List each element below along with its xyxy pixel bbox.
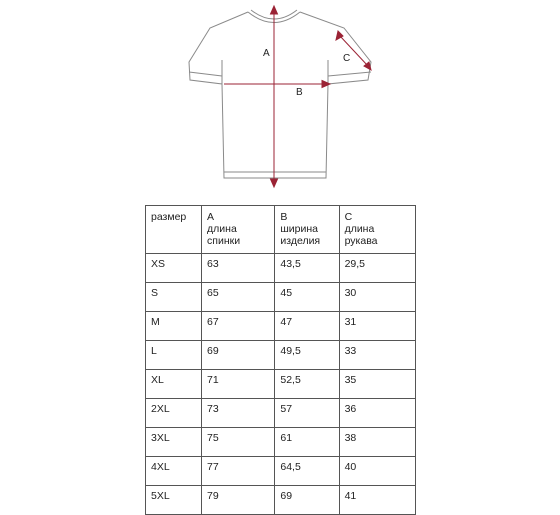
header-line: ширина bbox=[280, 223, 319, 235]
sleeve-cell: 35 bbox=[339, 370, 415, 399]
length-cell: 69 bbox=[202, 341, 275, 370]
length-cell: 75 bbox=[202, 428, 275, 457]
tshirt-outline bbox=[189, 10, 371, 178]
arrow-b-right bbox=[322, 81, 330, 88]
size-cell: XL bbox=[146, 370, 202, 399]
table-row bbox=[146, 283, 416, 312]
table-row bbox=[146, 341, 416, 370]
sleeve-cell: 29,5 bbox=[339, 254, 415, 283]
header-line: спинки bbox=[207, 235, 241, 247]
sleeve-cell: 41 bbox=[339, 486, 415, 515]
header-b bbox=[275, 206, 339, 254]
tshirt-diagram bbox=[0, 0, 560, 200]
size-cell: 2XL bbox=[146, 399, 202, 428]
width-cell: 57 bbox=[275, 399, 339, 428]
length-cell: 65 bbox=[202, 283, 275, 312]
table-row bbox=[146, 254, 416, 283]
header-line: размер bbox=[151, 211, 187, 223]
width-cell: 69 bbox=[275, 486, 339, 515]
header-line: C bbox=[344, 211, 353, 223]
size-cell: S bbox=[146, 283, 202, 312]
label-b: B bbox=[296, 87, 303, 98]
sleeve-cell: 36 bbox=[339, 399, 415, 428]
width-cell: 45 bbox=[275, 283, 339, 312]
header-row bbox=[146, 206, 416, 254]
length-cell: 79 bbox=[202, 486, 275, 515]
header-line: рукава bbox=[344, 235, 378, 247]
label-a: A bbox=[263, 48, 270, 59]
length-cell: 71 bbox=[202, 370, 275, 399]
table-row bbox=[146, 457, 416, 486]
width-cell: 61 bbox=[275, 428, 339, 457]
header-line: B bbox=[280, 211, 288, 223]
size-cell: M bbox=[146, 312, 202, 341]
arrow-a-top bbox=[271, 6, 278, 14]
table-row bbox=[146, 312, 416, 341]
table-row bbox=[146, 428, 416, 457]
sleeve-cell: 31 bbox=[339, 312, 415, 341]
size-cell: 3XL bbox=[146, 428, 202, 457]
arrow-a-bottom bbox=[271, 179, 278, 187]
width-cell: 49,5 bbox=[275, 341, 339, 370]
header-line: длина bbox=[207, 223, 237, 235]
table-row bbox=[146, 370, 416, 399]
size-table bbox=[145, 205, 416, 515]
size-table-header bbox=[146, 206, 416, 254]
header-size bbox=[146, 206, 202, 254]
length-cell: 67 bbox=[202, 312, 275, 341]
label-c: C bbox=[343, 53, 351, 64]
length-cell: 77 bbox=[202, 457, 275, 486]
header-c bbox=[339, 206, 415, 254]
size-cell: XS bbox=[146, 254, 202, 283]
width-cell: 43,5 bbox=[275, 254, 339, 283]
size-cell: 5XL bbox=[146, 486, 202, 515]
header-line: A bbox=[207, 211, 215, 223]
table-row bbox=[146, 486, 416, 515]
sleeve-cell: 38 bbox=[339, 428, 415, 457]
size-table-body bbox=[146, 254, 416, 515]
header-line: длина bbox=[344, 223, 375, 235]
length-cell: 63 bbox=[202, 254, 275, 283]
width-cell: 64,5 bbox=[275, 457, 339, 486]
sleeve-cell: 33 bbox=[339, 341, 415, 370]
table-row bbox=[146, 399, 416, 428]
sleeve-cell: 40 bbox=[339, 457, 415, 486]
width-cell: 52,5 bbox=[275, 370, 339, 399]
width-cell: 47 bbox=[275, 312, 339, 341]
header-line: изделия bbox=[280, 235, 321, 247]
length-cell: 73 bbox=[202, 399, 275, 428]
size-cell: L bbox=[146, 341, 202, 370]
size-cell: 4XL bbox=[146, 457, 202, 486]
header-a bbox=[202, 206, 275, 254]
sleeve-cell: 30 bbox=[339, 283, 415, 312]
